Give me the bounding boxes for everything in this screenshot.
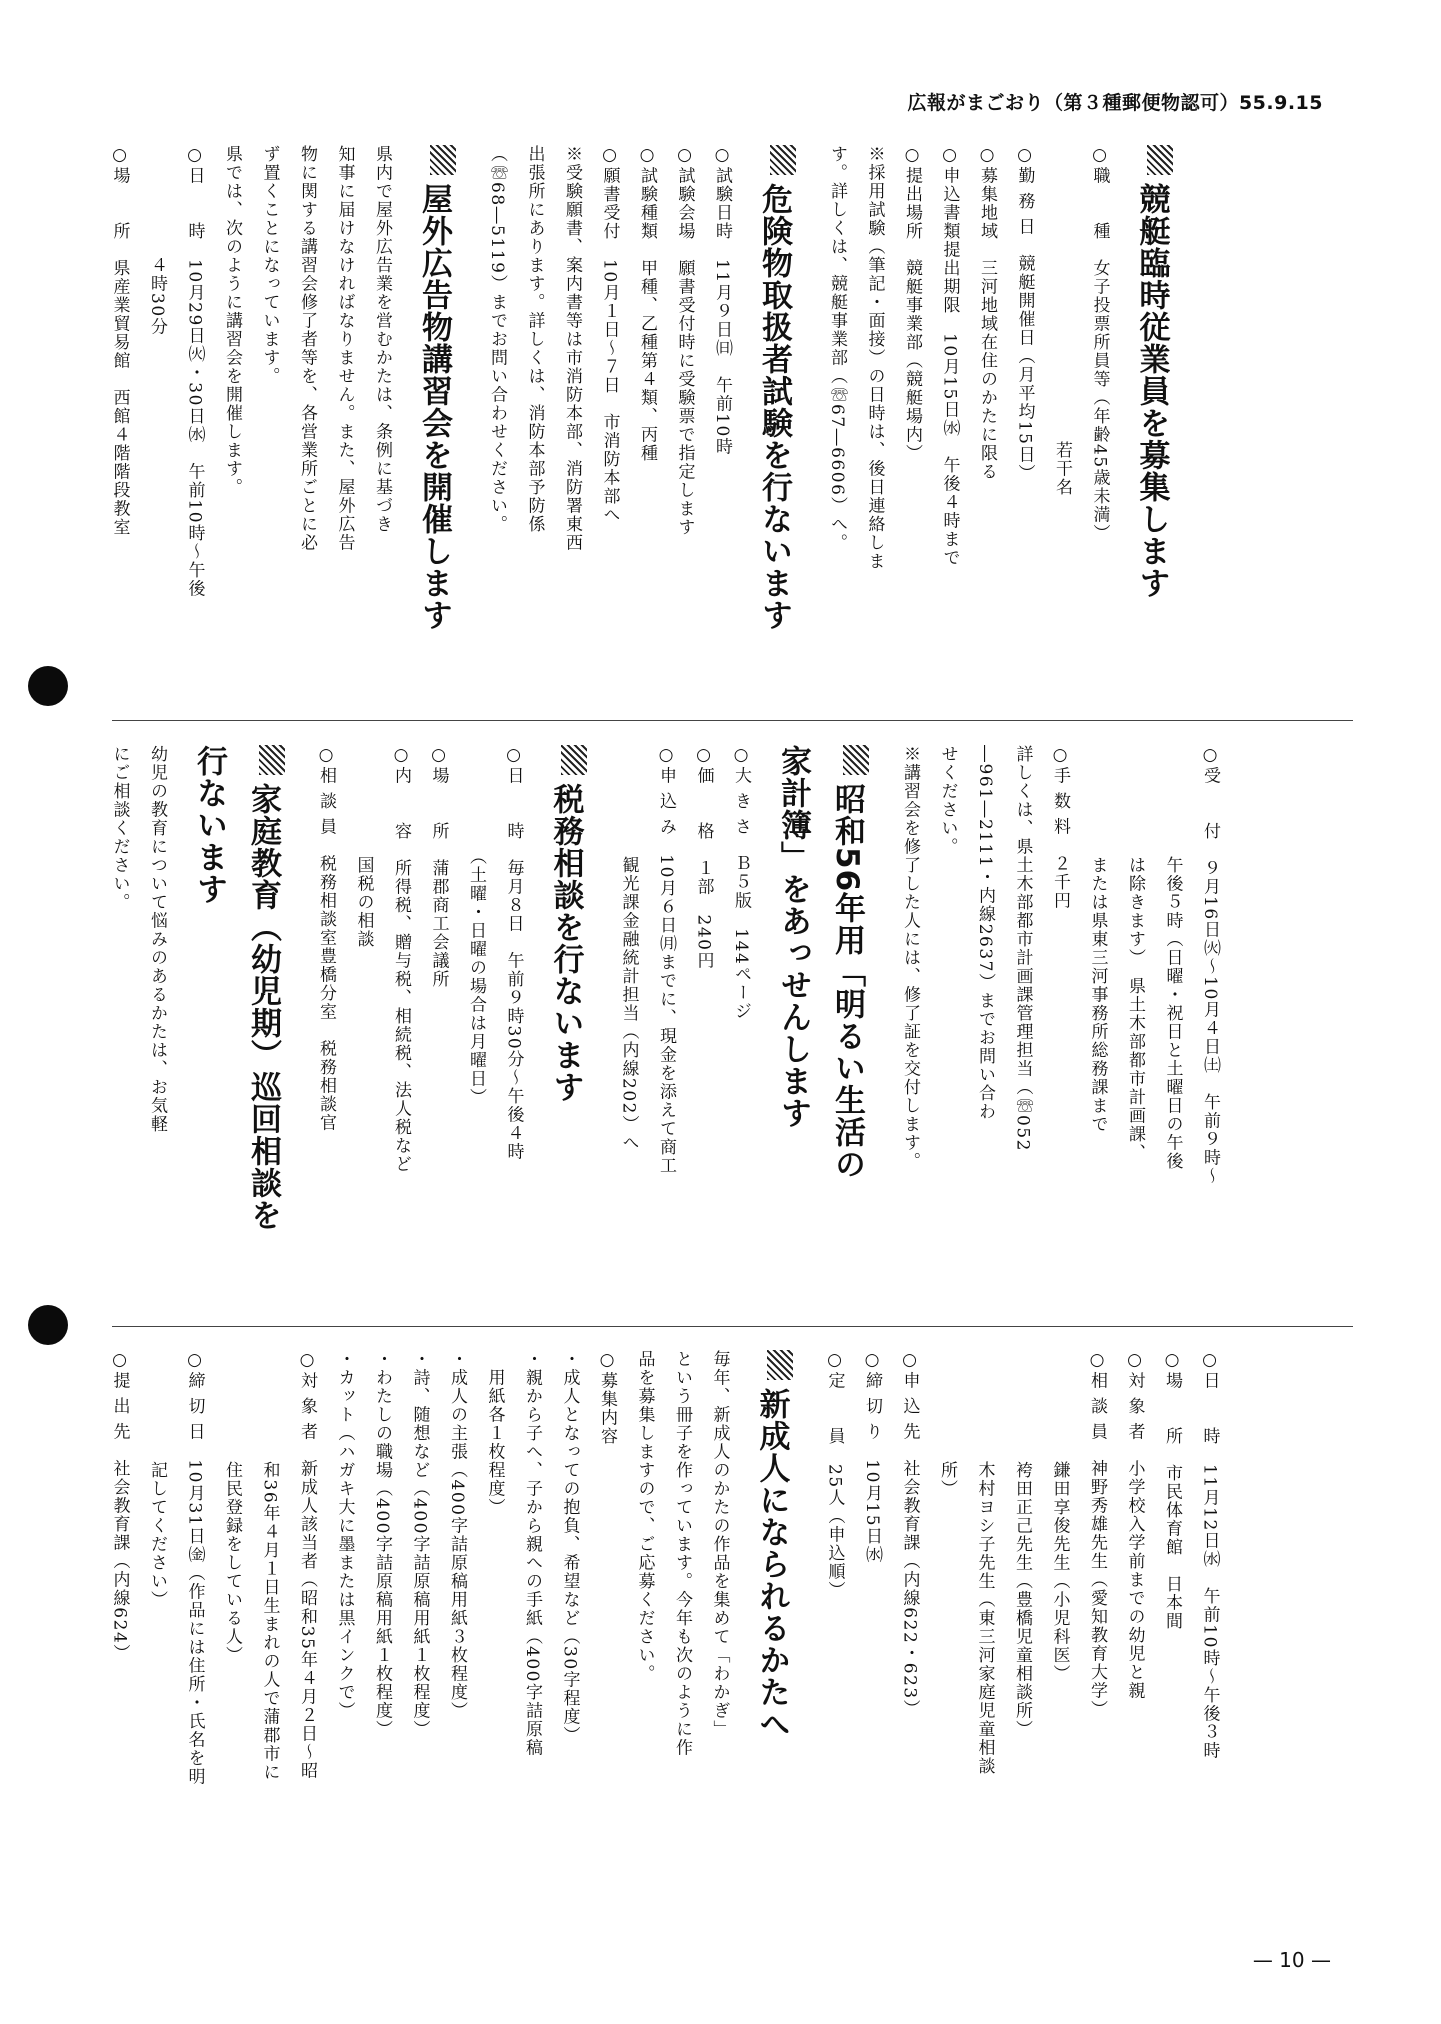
section-gap — [587, 745, 609, 1315]
body-line: 詳しくは、県土木部都市計画課管理担当（☏052 — [1012, 745, 1033, 1152]
section-title — [243, 745, 285, 1315]
section-gap — [793, 1350, 815, 1940]
body-line: ○締 切 日 10月31日㈮（作品には住所・氏名を明 — [184, 1350, 205, 1787]
band-middle-columns — [100, 745, 1228, 1315]
body-line: ・詩、随想など（400字詰原稿用紙１枚程度） — [409, 1350, 430, 1739]
body-line: ○手 数 料 ２千円 — [1050, 745, 1070, 910]
hatch-mark-icon — [770, 145, 796, 175]
section-title-text: 昭和56年用「明るい生活の — [829, 783, 865, 1181]
body-line: ○職 種 女子投票所員等（年齢45歳未満） — [1089, 145, 1110, 543]
body-line: ○申込書類提出期限 10月15日㈬ 午後４時まで — [939, 145, 960, 568]
body-line: 記してください） — [147, 1350, 167, 1609]
body-line: または県東三河事務所総務課まで — [1087, 745, 1108, 1134]
body-line: ○試験種類 甲種、乙種第４類、丙種 — [637, 145, 657, 463]
section-title-text: 屋外広告物講習会を開催します — [416, 183, 452, 631]
hatch-mark-icon — [259, 745, 285, 775]
band-bottom-columns — [100, 1350, 1228, 1940]
band-top-columns — [100, 145, 1173, 705]
divider-top — [112, 720, 1353, 721]
body-line: ○願書受付 10月１日～７日 市消防本部へ — [599, 145, 620, 525]
body-line: ○場 所 県産業貿易館 西館４階階段教室 — [109, 145, 130, 537]
body-line: ・成人となっての抱負、希望など（30字程度） — [559, 1350, 580, 1745]
hatch-mark-icon — [561, 745, 587, 775]
page-header: 広報がまごおり（第３種郵便物認可）55.9.15 — [907, 92, 1323, 114]
hatch-mark-icon — [767, 1350, 793, 1380]
section-title — [546, 745, 588, 1315]
body-line: ず置くことになっています。 — [259, 145, 280, 386]
body-line: 所） — [937, 1350, 957, 1498]
body-line: ○募集内容 — [597, 1350, 617, 1446]
body-line: ○相 談 員 税務相談室豊橋分室 税務相談官 — [316, 745, 336, 1132]
body-line: 観光課金融統計担当（内線202）へ — [618, 745, 639, 1152]
band-bottom — [100, 1350, 1341, 1940]
body-line: 知事に届けなければなりません。また、屋外広告 — [334, 145, 355, 552]
body-line: ○勤 務 日 競艇開催日（月平均15日） — [1014, 145, 1035, 483]
body-line: ○内 容 所得税、贈与税、相続税、法人税など — [391, 745, 411, 1174]
body-line: （☏68―5119）までお問い合わせください。 — [487, 145, 507, 534]
body-line: ○試験会場 願書受付時に受験票で指定します — [674, 145, 695, 537]
section-title-text: 行ないます — [191, 745, 227, 905]
section-title-text: 家庭教育（幼児期）巡回相談を — [245, 783, 281, 1231]
hatch-mark-icon — [430, 145, 456, 175]
body-line: ※講習会を修了した人には、修了証を交付します。 — [900, 745, 920, 1171]
body-line: せください。 — [937, 745, 958, 856]
section-title — [189, 745, 229, 1315]
body-line: ４時30分 — [147, 145, 167, 337]
section-gap — [285, 745, 307, 1315]
band-top — [100, 145, 1341, 705]
body-line: ・親から子へ、子から親への手紙（400字詰原稿 — [522, 1350, 542, 1757]
body-line: ○提出場所 競艇事業部（競艇場内） — [902, 145, 922, 463]
hatch-mark-icon — [843, 745, 869, 775]
body-line: 木村ヨシ子先生（東三河家庭児童相談 — [974, 1350, 995, 1776]
body-line: ○大 き さ Ｂ５版 144ページ — [731, 745, 751, 1021]
section-title-text: 危険物取扱者試験を行ないます — [756, 183, 792, 631]
body-line: という冊子を作っています。今年も次のように作 — [672, 1350, 692, 1757]
body-line: ・わたしの職場（400字詰原稿用紙１枚程度） — [372, 1350, 392, 1739]
body-line: ○提 出 先 社会教育課（内線624） — [109, 1350, 130, 1663]
body-line: ○締 切 り 10月15日㈬ — [862, 1350, 882, 1565]
section-title — [754, 145, 796, 705]
body-line: ○申 込 先 社会教育課（内線622・623） — [899, 1350, 920, 1719]
body-line: 用紙各１枚程度） — [484, 1350, 505, 1517]
body-line: 若干名 — [1052, 145, 1072, 497]
body-line: 出張所にあります。詳しくは、消防本部予防係 — [524, 145, 545, 534]
section-gap — [456, 145, 478, 705]
body-line: 午後５時（日曜・祝日と土曜日の午後 — [1162, 745, 1183, 1171]
body-line: 袴田正己先生（豊橋児童相談所） — [1012, 1350, 1032, 1739]
body-line: ○募集地域 三河地域在住のかたに限る — [977, 145, 997, 481]
body-line: 和36年４月１日生まれの人で蒲郡市に — [259, 1350, 280, 1782]
body-line: ○日 時 10月29日㈫・30日㈬ 午前10時～午後 — [184, 145, 205, 599]
binder-hole-top — [28, 666, 68, 706]
section-title — [414, 145, 456, 705]
body-line: ○受 付 ９月16日㈫～10月４日㈯ 午前９時～ — [1200, 745, 1220, 1186]
body-line: ―961―2111・内線2637）までお問い合わ — [975, 745, 995, 1121]
body-line: 住民登録をしている人） — [222, 1350, 242, 1665]
section-title-text: 競艇臨時従業員を募集します — [1133, 183, 1170, 599]
body-line: ○日 時 毎月８日 午前９時30分～午後４時 — [503, 745, 524, 1162]
section-title-text: 新成人になられるかたへ — [753, 1388, 790, 1740]
body-line: 品を募集しますので、ご応募ください。 — [634, 1350, 655, 1683]
hatch-mark-icon — [1147, 145, 1173, 175]
body-line: 幼児の教育について悩みのあるかたは、お気軽 — [147, 745, 167, 1134]
binder-hole-bottom — [28, 1305, 68, 1345]
body-line: ○申 込 み 10月６日㈪までに、現金を添えて商工 — [656, 745, 676, 1175]
body-line: 国税の相談 — [353, 745, 374, 949]
body-line: （土曜・日曜の場合は月曜日） — [466, 745, 486, 1107]
body-line: ※採用試験（筆記・面接）の日時は、後日連絡しま — [864, 145, 885, 571]
body-line: ○対 象 者 新成人該当者（昭和35年４月２日～昭 — [297, 1350, 317, 1780]
section-title — [827, 745, 869, 1315]
body-line: ○価 格 １部 240円 — [693, 745, 714, 970]
body-line: ※受験願書、案内書等は市消防本部、消防署東西 — [562, 145, 582, 552]
body-line: 鎌田享俊先生（小児科医） — [1049, 1350, 1070, 1683]
body-line: ○試験日時 11月９日㈰ 午前10時 — [712, 145, 732, 457]
body-line: ○対 象 者 小学校入学前までの幼児と親 — [1124, 1350, 1145, 1700]
band-middle — [100, 745, 1341, 1315]
body-line: は除きます） 県土木部都市計画課、 — [1125, 745, 1145, 1162]
page-number: — 10 — — [1252, 1948, 1331, 1972]
body-line: 毎年、新成人のかたの作品を集めて「わかぎ」 — [709, 1350, 730, 1739]
section-title — [1132, 145, 1174, 705]
body-line: ・成人の主張（400字詰原稿用紙３枚程度） — [447, 1350, 467, 1720]
section-gap — [796, 145, 818, 705]
body-line: 県内で屋外広告業を営むかたは、条例に基づき — [372, 145, 392, 534]
section-title-text: 家計簿」をあっせんします — [775, 745, 811, 1129]
body-line: ○場 所 市民体育館 日本間 — [1162, 1350, 1182, 1631]
body-line: ○定 員 25人（申込順） — [824, 1350, 845, 1600]
body-line: ○相 談 員 神野秀雄先生（愛知教育大学） — [1087, 1350, 1107, 1719]
body-line: す。詳しくは、競艇事業部（☏67―6606）へ。 — [827, 145, 847, 552]
section-gap — [869, 745, 891, 1315]
body-line: ○場 所 蒲郡商工会議所 — [428, 745, 449, 989]
section-title-text: 税務相談を行ないます — [547, 783, 584, 1103]
divider-bottom — [112, 1326, 1353, 1327]
body-line: ・カット（ハガキ大に墨または黒インクで） — [334, 1350, 355, 1720]
body-line: 県では、次のように講習会を開催します。 — [222, 145, 242, 497]
section-title — [752, 1350, 794, 1940]
section-title — [773, 745, 813, 1315]
body-line: 物に関する講習会修了者等を、各営業所ごとに必 — [297, 145, 317, 552]
body-line: ○日 時 11月12日㈬ 午前10時～午後３時 — [1199, 1350, 1220, 1760]
body-line: にご相談ください。 — [109, 745, 130, 912]
